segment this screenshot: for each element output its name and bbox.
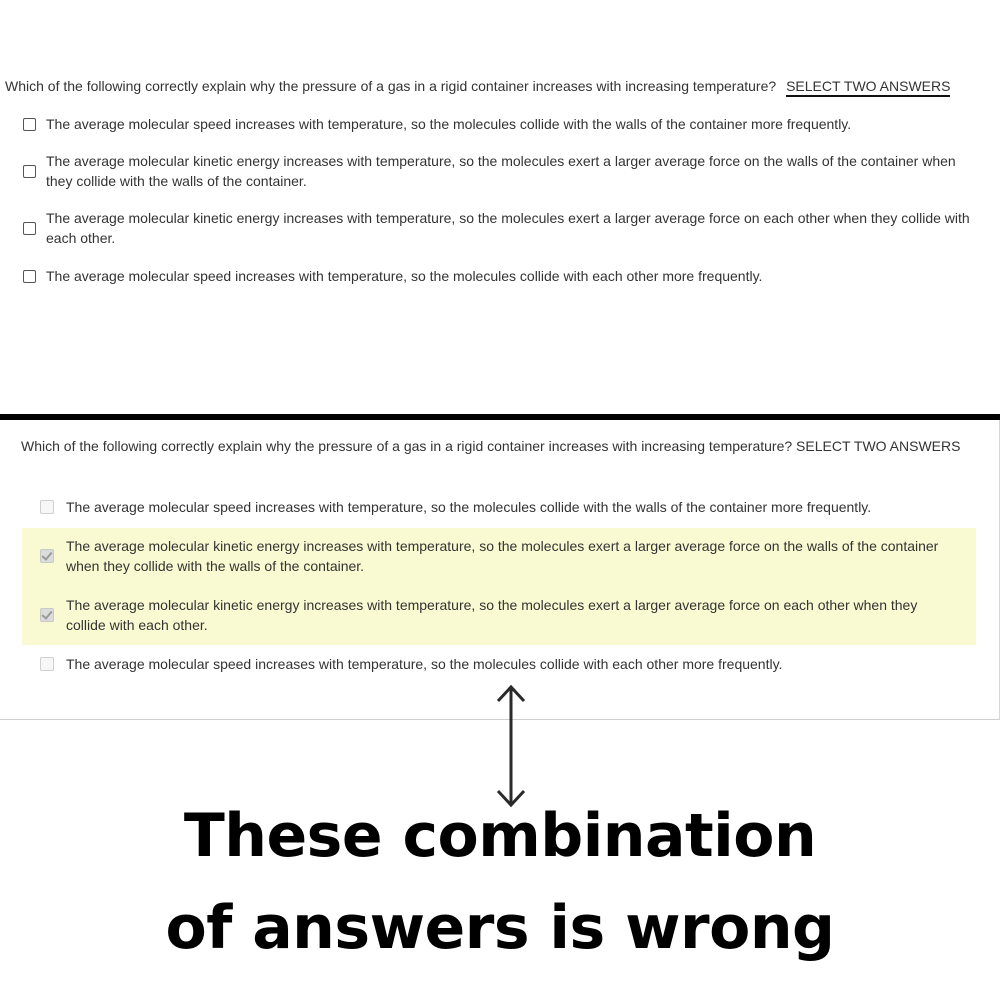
top-checkbox-4[interactable] [23, 270, 36, 283]
bottom-option-3[interactable] [40, 595, 960, 635]
caption-line-2: of answers is wrong [165, 893, 835, 963]
top-option-3[interactable] [23, 208, 973, 248]
bottom-option-1-label: The average molecular speed increases with temperature, so the molecules collide with the walls of the container more frequently. [66, 499, 872, 515]
top-option-1[interactable] [23, 114, 973, 134]
caption-line-1: These combination [183, 801, 817, 871]
bottom-option-4-label: The average molecular speed increases with temperature, so the molecules collide with each other more frequently. [66, 656, 783, 672]
bottom-option-4[interactable] [40, 654, 960, 674]
bottom-option-2[interactable] [40, 536, 960, 576]
caption [0, 790, 1000, 974]
top-checkbox-1[interactable] [23, 118, 36, 131]
top-option-4[interactable] [23, 266, 973, 286]
bottom-checkbox-1[interactable] [40, 500, 54, 514]
top-option-2[interactable] [23, 151, 973, 191]
top-option-2-label: The average molecular kinetic energy increases with temperature, so the molecules exert a larger average force on the walls of the container when they collide with the walls of the container. [46, 153, 956, 189]
top-checkbox-2[interactable] [23, 165, 36, 178]
top-checkbox-3[interactable] [23, 222, 36, 235]
select-two-instruction: SELECT TWO ANSWERS [786, 78, 950, 97]
bottom-checkbox-3-checked[interactable] [40, 608, 54, 622]
bottom-checkbox-4[interactable] [40, 657, 54, 671]
top-question-text: Which of the following correctly explain why the pressure of a gas in a rigid container increases with increasing temperature? [5, 78, 777, 94]
top-question [5, 77, 1000, 95]
top-option-1-label: The average molecular speed increases with temperature, so the molecules collide with the walls of the container more frequently. [46, 116, 852, 132]
bottom-option-1[interactable] [40, 497, 960, 517]
bottom-checkbox-2-checked[interactable] [40, 549, 54, 563]
bottom-option-3-label: The average molecular kinetic energy increases with temperature, so the molecules exert a larger average force on each other when they collide with each other. [66, 597, 918, 633]
bottom-question: Which of the following correctly explain why the pressure of a gas in a rigid container increases with increasing temperature? SELECT TWO ANSWERS [21, 438, 961, 454]
bottom-option-2-label: The average molecular kinetic energy increases with temperature, so the molecules exert a larger average force on the walls of the container when they collide with the walls of the container. [66, 538, 939, 574]
top-option-3-label: The average molecular kinetic energy increases with temperature, so the molecules exert a larger average force on each other when they collide with each other. [46, 210, 970, 246]
top-option-4-label: The average molecular speed increases with temperature, so the molecules collide with each other more frequently. [46, 268, 763, 284]
